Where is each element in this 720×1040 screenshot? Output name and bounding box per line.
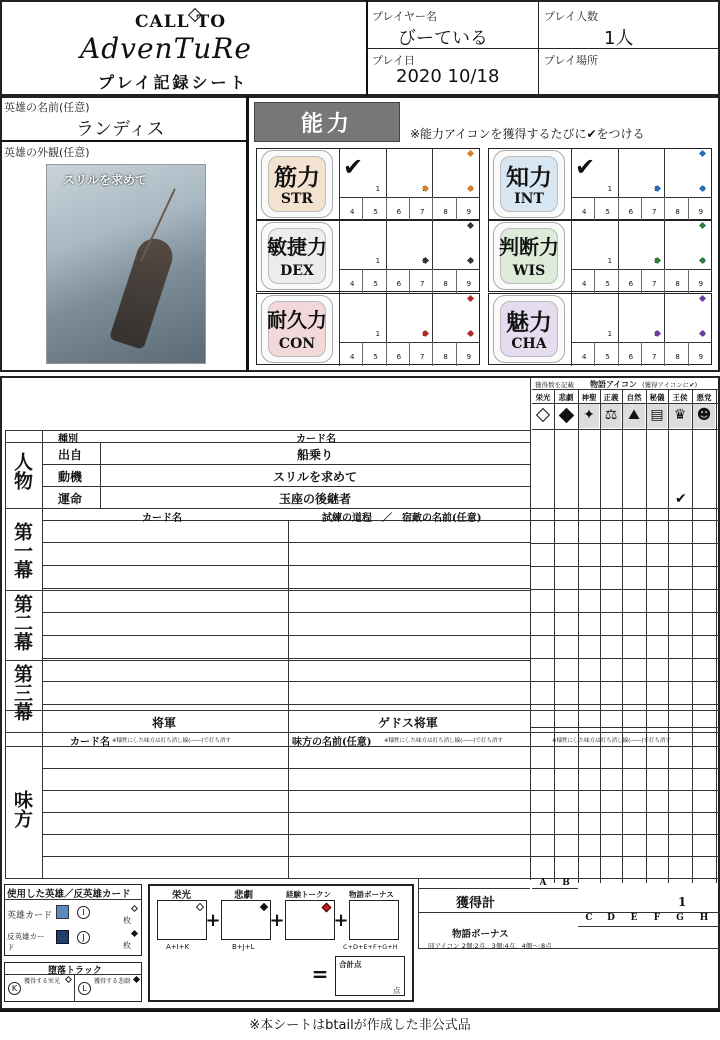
ability-kanji: 筋力 [274, 164, 320, 191]
ability-num: 7 [652, 208, 657, 216]
grid-line [530, 520, 720, 521]
person-card-col: カード名 [296, 434, 336, 445]
ability-num: 4 [350, 280, 355, 288]
story-icon-cell [623, 404, 645, 428]
grid-line [386, 342, 387, 366]
grid-line [42, 704, 530, 705]
grid-line [530, 612, 720, 613]
score-tragedy-label: 悲劇 [234, 890, 254, 901]
gain-col-f: F [653, 913, 661, 923]
hero-name-label: 英雄の名前(任意) [4, 101, 90, 114]
act3-head: 第三幕 [11, 664, 33, 721]
gain-bonus-note: 同アイコン 2個:2点、3個:4点、4個〜:8点 [428, 942, 552, 950]
gain-col-d: D [607, 913, 615, 923]
ability-tile [261, 222, 333, 290]
story-col-label: 自然 [626, 393, 642, 402]
ability-num: 7 [420, 280, 425, 288]
ability-con [256, 293, 480, 365]
grid-line [641, 342, 642, 366]
grid-line [618, 221, 619, 269]
gain-title: 獲得計 [456, 896, 496, 911]
person-type: 出自 [58, 448, 83, 462]
ability-num: 5 [373, 353, 378, 361]
person-head: 人物 [11, 452, 33, 490]
person-card[interactable]: 玉座の後継者 [278, 492, 351, 506]
story-col-label: 王侯 [672, 393, 688, 402]
play-place-label: プレイ場所 [544, 54, 599, 67]
story-icon-cell [555, 404, 577, 428]
ability-diamond-icon [467, 295, 474, 302]
royal-check-icon[interactable]: ✔ [675, 491, 687, 507]
used-key-j: J [77, 931, 90, 944]
allies-name-col: 味方の名前(任意) [292, 737, 372, 748]
grid-line [530, 378, 531, 880]
allies-head: 味方 [11, 790, 33, 828]
grid-line [5, 590, 530, 591]
ability-num: 9 [698, 353, 704, 361]
ability-num: 6 [396, 280, 402, 288]
ability-num: 1 [375, 257, 381, 265]
grid-line [530, 658, 720, 659]
fall-key-l: L [78, 982, 91, 995]
grid-line [42, 856, 720, 857]
ability-num: 6 [628, 353, 634, 361]
ability-tile [261, 150, 333, 218]
fall-l-note: 獲得する悲劇 [94, 978, 131, 985]
used-hero-label: 英雄カード [7, 911, 53, 921]
grid-line [432, 294, 433, 342]
score-formula-3: C+D+E+F+G+H [343, 943, 398, 951]
grid-line [594, 342, 595, 366]
used-cards-title: 使用した英雄／反英雄カード [7, 889, 131, 900]
allies-name-note: ※犠牲にした味方は打ち消し線(――)で打ち消す [384, 738, 503, 744]
grid-line [432, 149, 433, 197]
play-date[interactable]: 2020 10/18 [396, 66, 500, 87]
ability-num: 8 [675, 353, 680, 361]
plus-1: + [205, 910, 221, 931]
plus-3: + [333, 910, 349, 931]
ability-num: 6 [396, 353, 402, 361]
grid-line [386, 197, 387, 221]
grid-line [288, 520, 289, 734]
grid-line [339, 294, 340, 366]
plus-2: + [269, 910, 285, 931]
grid-line [5, 430, 530, 431]
story-icon-cell [579, 404, 599, 428]
ability-tile [493, 222, 565, 290]
grid-line [530, 566, 720, 567]
grid-line [664, 342, 665, 366]
grid-line [5, 878, 720, 879]
ability-diamond-icon [467, 150, 474, 157]
ability-diamond-icon [699, 295, 706, 302]
score-exp-label: 経験トークン [286, 890, 331, 899]
story-col-label: 神聖 [581, 393, 597, 402]
hero-look-label: 英雄の外観(任意) [4, 146, 90, 159]
total-label: 合計点 [339, 960, 362, 969]
ability-tile [493, 295, 565, 363]
grid-line [618, 197, 619, 221]
grid-line [362, 197, 363, 221]
story-icon-cell [533, 404, 553, 428]
ability-num: 8 [443, 353, 448, 361]
grid-line [5, 660, 530, 661]
logo-line1: CALL TO [135, 12, 227, 32]
ability-num: 5 [605, 280, 610, 288]
ability-kanji: 判断力 [499, 235, 559, 259]
grid-line [618, 269, 619, 293]
used-anti-unit: 枚 [123, 941, 131, 950]
ability-num: 1 [607, 257, 613, 265]
gain-col-c: C [585, 913, 593, 923]
gain-col-g: G [676, 913, 684, 923]
grid-line [664, 149, 665, 197]
rogue-icon: ☻ [696, 407, 712, 423]
story-col-label: 栄光 [535, 393, 551, 402]
grid-line [530, 589, 720, 590]
grid-line [594, 269, 595, 293]
ability-wis [488, 220, 712, 292]
grid-line [42, 681, 530, 682]
ability-num: 5 [373, 208, 378, 216]
hero-figure [109, 234, 177, 350]
person-card[interactable]: 船乗り [296, 448, 333, 462]
allies-card-col: カード名 [70, 737, 110, 748]
ability-kanji: 敏捷力 [267, 235, 327, 259]
logo [70, 8, 280, 92]
score-formula-2: B+J+L [232, 943, 255, 951]
ability-abbr: INT [514, 191, 544, 207]
grid-line [42, 486, 530, 487]
person-card[interactable]: スリルを求めて [272, 470, 357, 484]
allies-right-note: ※犠牲にした味方は打ち消し線(――)で打ち消す [552, 738, 671, 744]
holy-icon: ✦ [583, 407, 595, 423]
ability-str [256, 148, 480, 220]
player-label: プレイヤー名 [372, 10, 438, 23]
act1-head: 第一幕 [11, 522, 33, 579]
gain-g-value[interactable]: 1 [678, 895, 687, 909]
grid-line [578, 389, 579, 883]
nature-icon: ⛰ [628, 407, 640, 423]
fall-track-title: 堕落トラック [48, 966, 102, 976]
ability-check-icon[interactable]: ✔ [343, 153, 364, 181]
ability-int [488, 148, 712, 220]
ability-abbr: WIS [512, 263, 546, 279]
story-icon-cell [669, 404, 691, 428]
grid-line [664, 269, 665, 293]
hero-card-image [46, 164, 206, 364]
ability-num: 1 [607, 330, 613, 338]
ability-abbr: STR [280, 191, 314, 207]
grid-line [42, 542, 530, 543]
grid-line [456, 342, 457, 366]
used-key-i: I [77, 906, 90, 919]
grid-line [42, 790, 720, 791]
ability-num: 9 [466, 208, 472, 216]
grid-line [42, 635, 530, 636]
fall-key-k: K [8, 982, 21, 995]
ability-num: 6 [628, 208, 634, 216]
grid-line [622, 389, 623, 883]
grid-line [386, 294, 387, 342]
grid-line [42, 464, 530, 465]
grid-line [42, 658, 530, 659]
grid-line [42, 768, 720, 769]
grid-line [530, 681, 720, 682]
grid-line [664, 221, 665, 269]
ability-num: 8 [443, 280, 448, 288]
royal-icon: ♛ [673, 407, 687, 423]
ability-num: 5 [373, 280, 378, 288]
acts-trial-col: 試練の道程 ／ 宿敵の名前(任意) [322, 513, 482, 524]
grid-line [688, 197, 689, 221]
justice-icon: ⚖ [604, 407, 618, 423]
logo-subtitle: プレイ記録シート [98, 73, 249, 92]
ability-num: 7 [420, 208, 425, 216]
hero-name[interactable]: ランディス [76, 119, 165, 140]
gain-col-b: B [562, 878, 570, 888]
grid-line [618, 294, 619, 342]
story-icons-label: 物語アイコン [590, 380, 637, 389]
tragedy-diamond-icon [559, 408, 575, 424]
ability-kanji: 知力 [506, 164, 552, 191]
grid-line [456, 269, 457, 293]
person-type: 動機 [58, 470, 83, 484]
ability-abbr: CHA [511, 336, 547, 352]
score-bonus-box[interactable] [349, 900, 399, 940]
grid-line [554, 389, 555, 883]
ability-tile [261, 295, 333, 363]
ability-num: 9 [698, 280, 704, 288]
grid-line [571, 221, 572, 293]
gain-col-a: A [539, 878, 547, 888]
player-count[interactable]: 1人 [604, 28, 634, 49]
grid-line [42, 834, 720, 835]
grid-line [641, 197, 642, 221]
ability-num: 1 [375, 330, 381, 338]
grid-line [5, 430, 6, 878]
ability-num: 4 [350, 208, 355, 216]
grid-line [530, 543, 720, 544]
grid-line [42, 430, 43, 878]
grid-line [432, 197, 433, 221]
ability-num: 7 [420, 353, 425, 361]
abilities-title-text: 能力 [300, 111, 353, 137]
ability-num: 6 [396, 208, 402, 216]
ability-diamond-icon [699, 222, 706, 229]
ability-diamond-icon [699, 150, 706, 157]
grid-line [716, 389, 717, 883]
ability-cha [488, 293, 712, 365]
grid-line [42, 565, 530, 566]
story-col-label: 悪党 [696, 393, 712, 402]
ability-check-icon[interactable]: ✔ [575, 153, 596, 181]
grid-line [688, 269, 689, 293]
ability-num: 4 [582, 353, 587, 361]
grid-line [571, 294, 572, 366]
ability-num: 8 [675, 208, 680, 216]
abilities-title [254, 102, 400, 142]
grid-line [386, 269, 387, 293]
ability-num: 5 [605, 208, 610, 216]
total-unit: 点 [393, 986, 401, 995]
grid-line [432, 342, 433, 366]
ability-num: 1 [607, 185, 613, 193]
equals-sign: = [311, 962, 329, 986]
ability-num: 4 [350, 353, 355, 361]
allies-card-note: ※犠牲にした味方は打ち消し線(――)で打ち消す [112, 738, 231, 744]
gain-bonus-label: 物語ボーナス [452, 929, 509, 940]
grid-line [432, 269, 433, 293]
ability-abbr: CON [278, 336, 316, 352]
grid-line [432, 221, 433, 269]
story-icon-cell [647, 404, 667, 428]
ability-num: 9 [466, 353, 472, 361]
grid-line [409, 342, 410, 366]
grid-line [646, 389, 647, 883]
generals-left: 将軍 [152, 716, 177, 730]
grid-line [668, 389, 669, 883]
ability-num: 7 [652, 353, 657, 361]
grid-line [530, 704, 720, 705]
footer-note: ※本シートはbtailが作成した非公式品 [249, 1018, 471, 1033]
ability-num: 5 [605, 353, 610, 361]
hero-card-title: スリルを求めて [63, 173, 148, 187]
grid-line [409, 197, 410, 221]
score-glory-label: 栄光 [172, 890, 192, 901]
grid-line [362, 269, 363, 293]
ability-num: 7 [652, 280, 657, 288]
fall-k-note: 獲得する栄光 [24, 978, 61, 985]
grid-line [530, 635, 720, 636]
grid-line [594, 197, 595, 221]
grid-line [339, 221, 340, 293]
grid-line [409, 269, 410, 293]
gain-col-e: E [630, 913, 638, 923]
ability-diamond-icon [467, 222, 474, 229]
grid-line [664, 197, 665, 221]
generals-right[interactable]: ゲドス将軍 [378, 716, 438, 730]
ability-tile [493, 150, 565, 218]
grid-line [386, 149, 387, 197]
person-type-col: 種別 [58, 434, 78, 445]
grid-line [641, 269, 642, 293]
player-count-label: プレイ人数 [544, 10, 599, 23]
grid-line [42, 812, 720, 813]
grid-line [42, 588, 530, 589]
ability-kanji: 魅力 [506, 309, 552, 336]
ability-num: 4 [582, 280, 587, 288]
grid-line [664, 294, 665, 342]
glory-diamond-icon [536, 408, 550, 422]
ability-num: 9 [466, 280, 472, 288]
ability-num: 1 [375, 185, 381, 193]
story-col-label: 秘儀 [649, 393, 665, 402]
ability-num: 4 [582, 208, 587, 216]
grid-line [571, 149, 572, 221]
grid-line [418, 888, 530, 889]
grid-line [5, 442, 530, 443]
grid-line [618, 342, 619, 366]
story-record-label: 獲得数を記載 [535, 381, 574, 389]
grid-line [456, 197, 457, 221]
grid-line [688, 342, 689, 366]
abilities-note: ※能力アイコンを獲得するたびに✔をつける [410, 127, 645, 141]
ability-num: 8 [675, 280, 680, 288]
grid-line [578, 926, 720, 927]
ability-kanji: 耐久力 [267, 308, 327, 332]
grid-line [530, 727, 720, 728]
play-date-label: プレイ日 [372, 54, 416, 67]
grid-line [5, 710, 720, 711]
score-bonus-label: 物語ボーナス [349, 890, 394, 899]
person-type: 運命 [58, 492, 83, 506]
ability-num: 6 [628, 280, 634, 288]
ability-dex [256, 220, 480, 292]
grid-line [386, 221, 387, 269]
used-hero-unit: 枚 [123, 916, 131, 925]
grid-line [600, 389, 601, 883]
used-anti-label: 反英雄カード [7, 932, 45, 952]
story-icon-cell [693, 404, 715, 428]
anti-hero-card-icon [56, 930, 69, 944]
act2-head: 第二幕 [11, 594, 33, 651]
grid-line [362, 342, 363, 366]
grid-line [692, 389, 693, 883]
acts-card-col: カード名 [142, 513, 182, 524]
gain-col-h: H [699, 913, 709, 923]
grid-line [339, 149, 340, 221]
ability-num: 8 [443, 208, 448, 216]
ability-abbr: DEX [280, 263, 314, 279]
story-icons-note: (獲得アイコンに✔) [642, 381, 698, 389]
hero-card-icon [56, 905, 69, 919]
story-icon-cell [601, 404, 621, 428]
player-name[interactable]: びーている [398, 28, 488, 49]
arcane-icon: ▤ [650, 407, 664, 423]
ability-num: 9 [698, 208, 704, 216]
grid-line [618, 149, 619, 197]
logo-line2: AdvenTuRe [80, 32, 252, 65]
story-col-label: 悲劇 [558, 393, 574, 402]
score-formula-1: A+I+K [166, 943, 190, 951]
story-col-label: 正義 [603, 393, 619, 402]
grid-line [42, 612, 530, 613]
